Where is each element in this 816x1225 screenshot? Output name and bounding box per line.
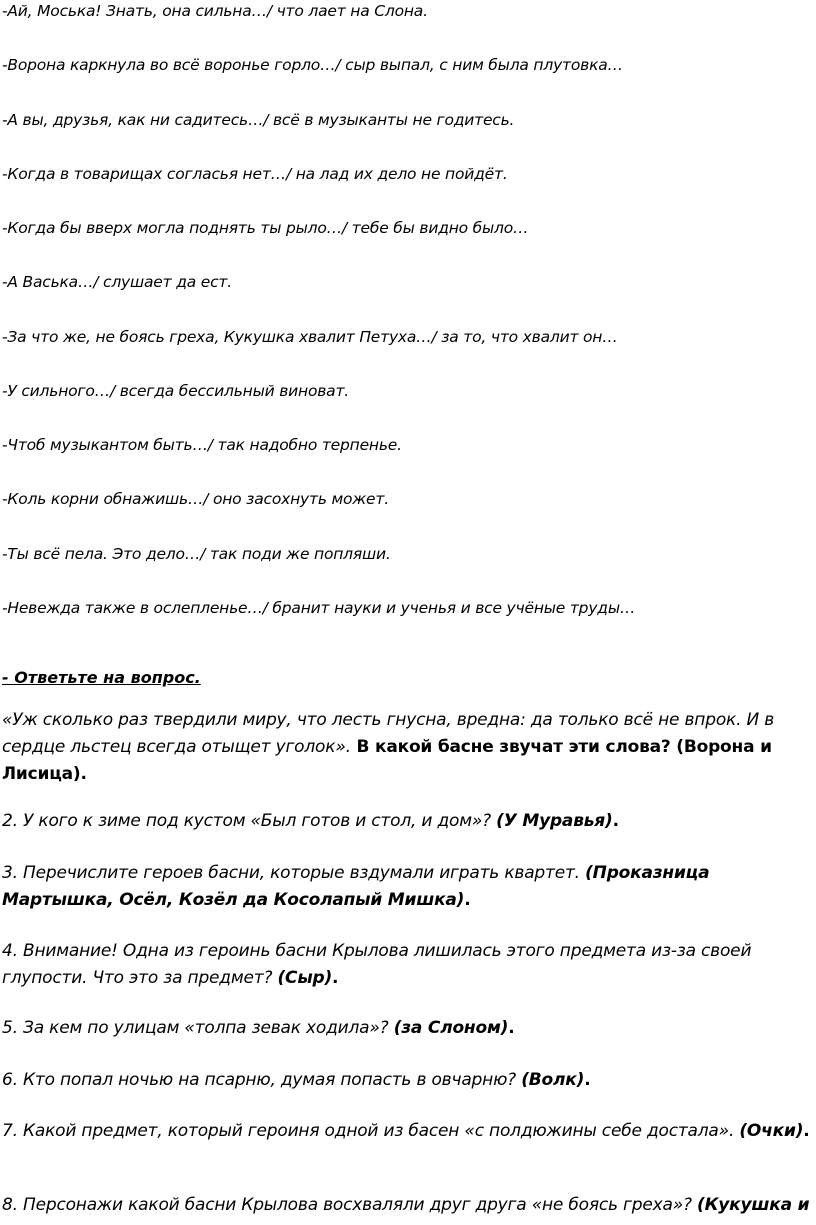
proverb-line: -Коль корни обнажишь…/ оно засохнуть может. [2,490,389,508]
question-text: 5. За кем по улицам «толпа зевак ходила»? [2,1018,394,1038]
question-tail: . [612,811,619,831]
proverb-line: -А вы, друзья, как ни садитесь…/ всё в музыканты не годитесь. [2,111,515,129]
proverb-line: -Ай, Моська! Знать, она сильна…/ что лает на Слона. [2,2,428,20]
question-text: 2. У кого к зиме под кустом «Был готов и стол, и дом»? [2,811,497,831]
question-text: 3. Перечислите героев басни, которые вздумали играть квартет. [2,863,586,883]
question-answer: (за Слоном) [393,1018,509,1038]
question-7 [2,1118,814,1145]
proverb-line: -А Васька…/ слушает да ест. [2,273,232,291]
question-3 [2,860,814,914]
question-tail: . [464,890,471,910]
question-text: 7. Какой предмет, который героиня одной из басен «с полдюжины себе достала». [2,1121,740,1141]
question-tail: . [584,1070,591,1090]
question-tail: . [332,968,339,988]
question-answer: В какой басне звучат эти слова? (Ворона и Лисица). [2,737,772,784]
question-answer: (Волк) [521,1070,585,1090]
question-answer: (Кукушка и [697,1195,810,1215]
proverb-line: -Чтоб музыкантом быть…/ так надобно терпенье. [2,436,402,454]
proverb-line: -У сильного…/ всегда бессильный виноват. [2,382,350,400]
question-answer: (У Муравья) [496,811,613,831]
question-text: 6. Кто попал ночью на псарню, думая попасть в овчарню? [2,1070,522,1090]
question-4 [2,938,814,992]
question-answer: (Очки) [739,1121,804,1141]
question-text: 4. Внимание! Одна из героинь басни Крылова лишилась этого предмета из-за своей глупости. Что это за предмет? [2,941,752,988]
question-tail: . [803,1121,810,1141]
question-1 [2,707,814,788]
question-6 [2,1067,814,1094]
proverb-line: -Ворона каркнула во всё воронье горло…/ сыр выпал, с ним была плутовка… [2,56,623,74]
proverb-line: -Когда бы вверх могла поднять ты рыло…/ тебе бы видно было… [2,219,529,237]
question-tail: . [508,1018,515,1038]
question-text: 8. Персонажи какой басни Крылова восхваляли друг друга «не боясь греха»? [2,1195,698,1215]
question-text: «Уж сколько раз твердили миру, что лесть гнусна, вредна: да только всё не впрок. И в сердце льстец всегда отыщет уголок». [2,710,775,757]
question-answer: (Сыр) [277,968,333,988]
question-5 [2,1015,814,1042]
question-answer: (Проказница Мартышка, Осёл, Козёл да Косолапый Мишка) [2,863,710,910]
question-2 [2,808,814,835]
question-8 [2,1192,814,1219]
section-heading: - Ответьте на вопрос. [2,668,201,687]
proverb-line: -Когда в товарищах согласья нет…/ на лад их дело не пойдёт. [2,165,508,183]
proverb-line: -Ты всё пела. Это дело…/ так поди же попляши. [2,545,391,563]
proverb-line: -За что же, не боясь греха, Кукушка хвалит Петуха…/ за то, что хвалит он… [2,328,618,346]
proverb-line: -Невежда также в ослепленье…/ бранит науки и ученья и все учёные труды… [2,599,636,617]
